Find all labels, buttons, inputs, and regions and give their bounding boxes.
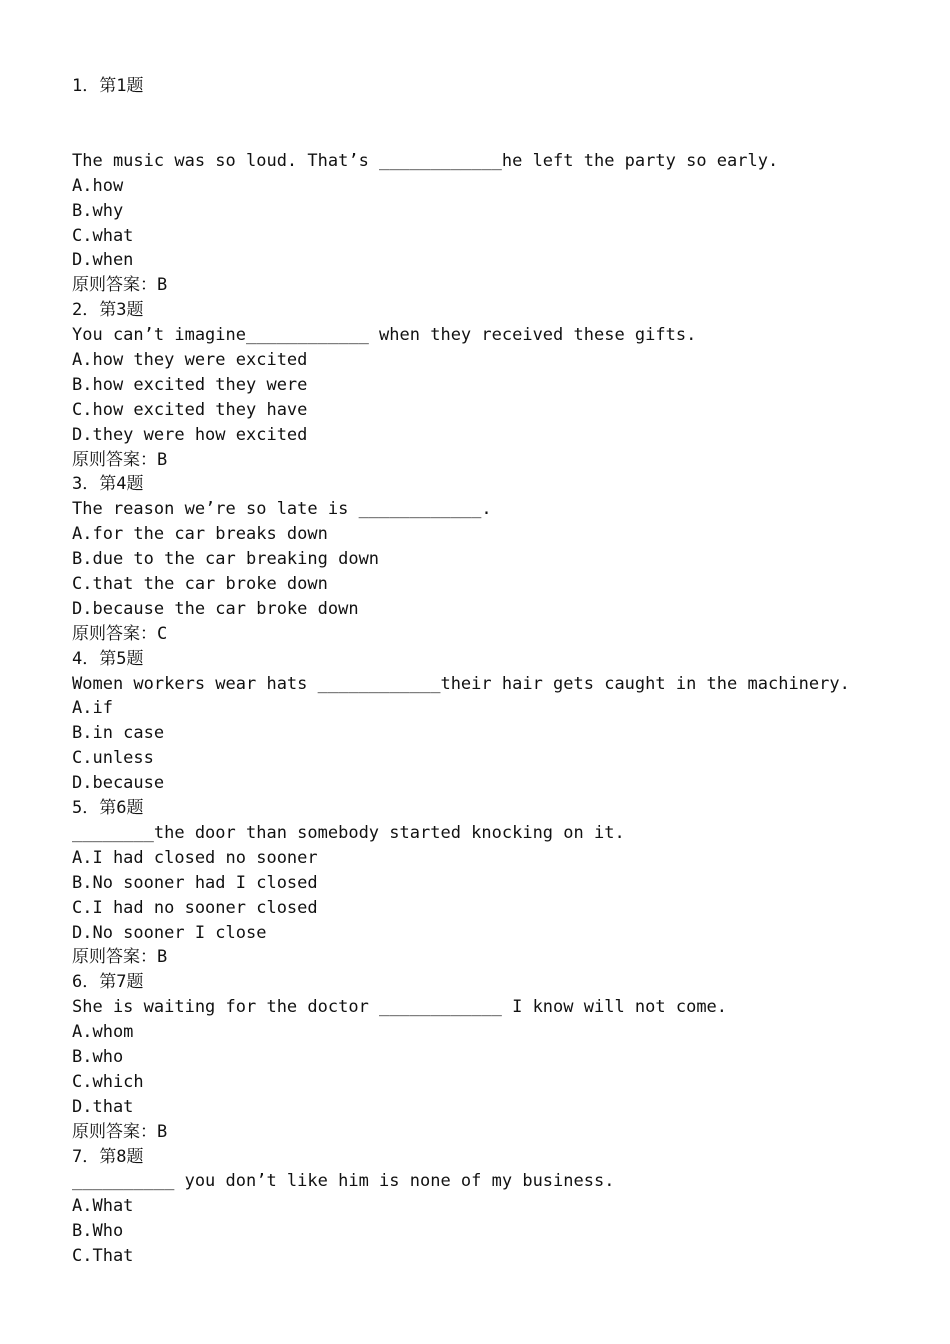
option-a: A.how [72, 175, 124, 196]
option-c: C.that the car broke down [72, 574, 328, 595]
option-c: C.which [72, 1071, 144, 1092]
question-heading: 4．第5题 [72, 648, 144, 669]
question-6 [72, 970, 892, 1144]
question-3 [72, 472, 892, 646]
question-stem: The reason we’re so late is ____________. [72, 499, 492, 520]
option-b: B.who [72, 1046, 124, 1067]
answer-line: 原则答案：B [72, 275, 168, 296]
option-b: B.why [72, 200, 124, 221]
answer-line: 原则答案：B [72, 947, 168, 968]
option-d: D.when [72, 250, 134, 271]
question-heading: 3．第4题 [72, 474, 144, 495]
option-a: A.if [72, 698, 113, 719]
question-stem: She is waiting for the doctor ____________ I know will not come. [72, 997, 728, 1018]
option-b: B.how excited they were [72, 374, 308, 395]
option-d: D.that [72, 1096, 134, 1117]
option-c: C.I had no sooner closed [72, 897, 318, 918]
option-d: D.because [72, 773, 165, 794]
option-d: D.they were how excited [72, 424, 308, 445]
question-7 [72, 1145, 892, 1269]
option-a: A.for the car breaks down [72, 524, 328, 545]
option-b: B.in case [72, 723, 165, 744]
option-c: C.what [72, 225, 134, 246]
question-stem: __________ you don’t like him is none of my business. [72, 1171, 615, 1192]
question-2 [72, 298, 892, 472]
option-c: C.how excited they have [72, 399, 308, 420]
document-page [72, 74, 892, 1269]
answer-line: 原则答案：B [72, 449, 168, 470]
option-c: C.That [72, 1246, 134, 1267]
option-d: D.No sooner I close [72, 922, 267, 943]
option-a: A.What [72, 1196, 134, 1217]
question-1 [72, 74, 892, 298]
question-4 [72, 647, 892, 796]
option-a: A.how they were excited [72, 350, 308, 371]
question-stem: The music was so loud. That’s ____________he left the party so early. [72, 150, 779, 171]
question-heading: 2．第3题 [72, 300, 144, 321]
answer-line: 原则答案：B [72, 1121, 168, 1142]
option-b: B.No sooner had I closed [72, 872, 318, 893]
question-heading: 5．第6题 [72, 798, 144, 819]
question-stem: Women workers wear hats ____________their hair gets caught in the machinery. [72, 673, 850, 694]
question-5 [72, 796, 892, 970]
option-c: C.unless [72, 748, 154, 769]
question-heading: 7．第8题 [72, 1146, 144, 1167]
option-b: B.Who [72, 1221, 124, 1242]
answer-line: 原则答案：C [72, 623, 168, 644]
option-a: A.whom [72, 1022, 134, 1043]
question-stem: ________the door than somebody started knocking on it. [72, 822, 625, 843]
question-stem: You can’t imagine____________ when they received these gifts. [72, 325, 697, 346]
option-b: B.due to the car breaking down [72, 549, 380, 570]
option-d: D.because the car broke down [72, 598, 359, 619]
question-heading: 6．第7题 [72, 972, 144, 993]
question-heading: 1．第1题 [72, 76, 144, 96]
option-a: A.I had closed no sooner [72, 847, 318, 868]
